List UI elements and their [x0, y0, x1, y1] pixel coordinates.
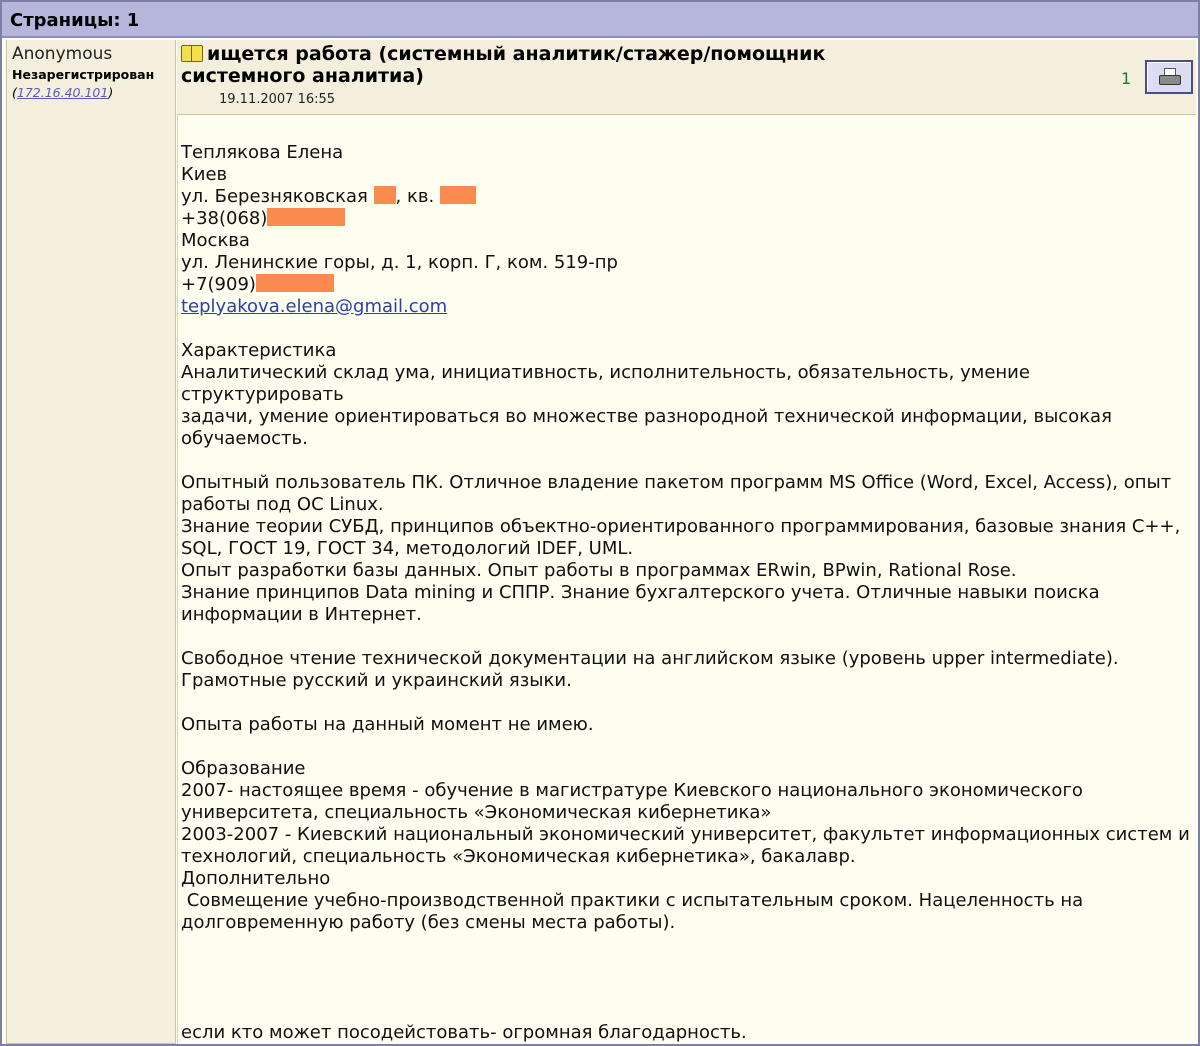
- skills-line: работы под ОС Linux.: [181, 494, 384, 515]
- contact-email-line: [181, 296, 1191, 318]
- ip-close-paren: ): [108, 85, 114, 100]
- section-heading-education: Образование: [181, 758, 306, 779]
- author-status: Незарегистрирован: [12, 67, 155, 82]
- post-header: [177, 40, 1196, 115]
- characteristics-line: задачи, умение ориентироваться во множестве разнородной технической информации, высокая: [181, 406, 1112, 427]
- skills-line: Знание теории СУБД, принципов объектно-ориентированного программирования, базовые знания С++,: [181, 516, 1181, 537]
- post-body: [181, 142, 1191, 1044]
- author-panel: [6, 40, 176, 1044]
- post-number-link[interactable]: 1: [1121, 69, 1132, 88]
- redacted-house: [374, 186, 396, 204]
- post-title: [181, 43, 941, 87]
- phone-prefix-moscow: +7(909): [181, 274, 256, 295]
- contact-address-moscow: ул. Ленинские горы, д. 1, корп. Г, ком. 519-пр: [181, 252, 618, 273]
- book-icon: [181, 45, 203, 61]
- blank-line: [181, 626, 1191, 648]
- contact-address-kiev: [181, 186, 1191, 208]
- street-kiev: ул. Березняковская: [181, 186, 368, 207]
- skills-line: SQL, ГОСТ 19, ГОСТ 34, методологий IDEF, UML.: [181, 538, 634, 559]
- contact-city-moscow: Москва: [181, 230, 250, 251]
- experience-line: Опыта работы на данный момент не имею.: [181, 714, 594, 735]
- blank-line: [181, 318, 1191, 340]
- blank-line: [181, 978, 1191, 1000]
- contact-phone-kiev: [181, 208, 1191, 230]
- blank-line: [181, 736, 1191, 758]
- redacted-phone-moscow: [256, 274, 334, 292]
- section-heading-characteristics: Характеристика: [181, 340, 337, 361]
- contact-phone-moscow: [181, 274, 1191, 296]
- additional-line: долговременную работу (без смены места работы).: [181, 912, 676, 933]
- additional-line: Совмещение учебно-производственной практики с испытательным сроком. Нацеленность на: [181, 890, 1084, 911]
- blank-line: [181, 956, 1191, 978]
- blank-line: [181, 934, 1191, 956]
- skills-line: Опыт разработки базы данных. Опыт работы в программах ERwin, BPwin, Rational Rose.: [181, 560, 1017, 581]
- language-line: Свободное чтение технической документации на английском языке (уровень upper intermediate).: [181, 648, 1119, 669]
- author-ip-link[interactable]: 172.16.40.101: [16, 85, 109, 100]
- phone-prefix-kiev: +38(068): [181, 208, 268, 229]
- education-line: университета, специальность «Экономическая кибернетика»: [181, 802, 772, 823]
- ip-open-paren: (: [12, 85, 17, 100]
- blank-line: [181, 450, 1191, 472]
- print-button[interactable]: [1145, 60, 1193, 94]
- author-ip: [12, 85, 175, 100]
- redacted-phone-kiev: [267, 208, 345, 226]
- skills-line: Знание принципов Data mining и СППР. Знание бухгалтерского учета. Отличные навыки поиска: [181, 582, 1100, 603]
- post-title-line1: ищется работа (системный аналитик/стажер/помощник: [207, 43, 826, 65]
- section-heading-additional: Дополнительно: [181, 868, 331, 889]
- post-date: 19.11.2007 16:55: [219, 92, 336, 107]
- skills-line: Опытный пользователь ПК. Отличное владение пакетом программ MS Office (Word, Excel, Access), опыт: [181, 472, 1172, 493]
- skills-line: информации в Интернет.: [181, 604, 422, 625]
- post-title-line2: системного аналитиа): [181, 65, 424, 87]
- pages-bar: [2, 2, 1198, 38]
- redacted-apartment: [440, 186, 476, 204]
- language-line: Грамотные русский и украинский языки.: [181, 670, 572, 691]
- characteristics-line: обучаемость.: [181, 428, 308, 449]
- education-line: 2003-2007 - Киевский национальный экономический университет, факультет информационных систем и: [181, 824, 1190, 845]
- blank-line: [181, 1000, 1191, 1022]
- contact-name: Теплякова Елена: [181, 142, 344, 163]
- pages-label: Страницы: 1: [10, 10, 140, 31]
- blank-line: [181, 692, 1191, 714]
- contact-city-kiev: Киев: [181, 164, 228, 185]
- closing-line: если кто может посодейстовать- огромная благодарность.: [181, 1022, 747, 1043]
- education-line: технологий, специальность «Экономическая кибернетика», бакалавр.: [181, 846, 856, 867]
- email-link[interactable]: teplyakova.elena@gmail.com: [181, 296, 448, 317]
- author-name: Anonymous: [12, 44, 113, 64]
- characteristics-line: Аналитический склад ума, инициативность, исполнительность, обязательность, умение структурировать: [181, 362, 1036, 405]
- printer-icon: [1159, 68, 1181, 87]
- education-line: 2007- настоящее время - обучение в магистратуре Киевского национального экономического: [181, 780, 1083, 801]
- apartment-label: , кв.: [395, 186, 435, 207]
